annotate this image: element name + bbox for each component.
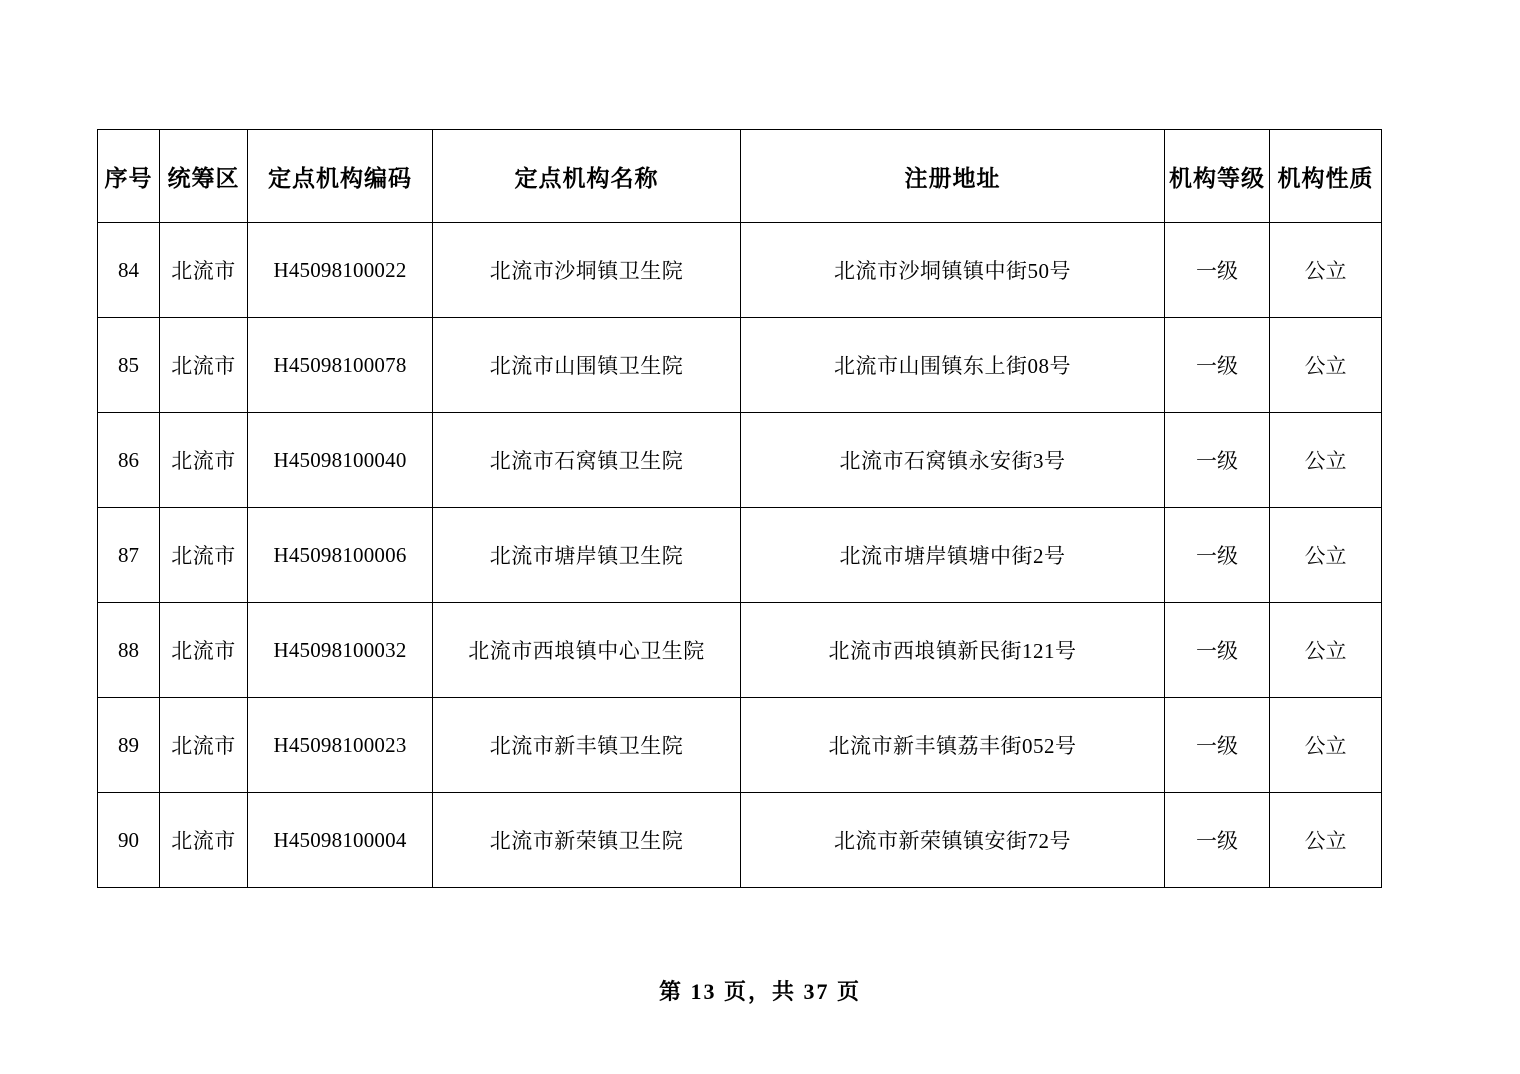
cell-level: 一级	[1165, 223, 1270, 318]
cell-seq: 85	[98, 318, 160, 413]
cell-code: H45098100032	[248, 603, 433, 698]
cell-type: 公立	[1270, 698, 1382, 793]
cell-address: 北流市新丰镇荔丰街052号	[741, 698, 1165, 793]
cell-level: 一级	[1165, 318, 1270, 413]
column-header-code: 定点机构编码	[248, 130, 433, 223]
cell-seq: 90	[98, 793, 160, 888]
cell-level: 一级	[1165, 698, 1270, 793]
cell-name: 北流市新荣镇卫生院	[433, 793, 741, 888]
cell-seq: 84	[98, 223, 160, 318]
cell-seq: 87	[98, 508, 160, 603]
cell-type: 公立	[1270, 508, 1382, 603]
cell-code: H45098100078	[248, 318, 433, 413]
cell-address: 北流市新荣镇镇安街72号	[741, 793, 1165, 888]
cell-code: H45098100023	[248, 698, 433, 793]
cell-area: 北流市	[160, 318, 248, 413]
designated-institutions-table	[97, 129, 1382, 888]
table-body	[98, 223, 1382, 888]
cell-level: 一级	[1165, 793, 1270, 888]
cell-area: 北流市	[160, 698, 248, 793]
cell-area: 北流市	[160, 603, 248, 698]
table-row	[98, 603, 1382, 698]
table-row	[98, 698, 1382, 793]
cell-area: 北流市	[160, 793, 248, 888]
table-header-row	[98, 130, 1382, 223]
cell-address: 北流市西埌镇新民街121号	[741, 603, 1165, 698]
cell-seq: 89	[98, 698, 160, 793]
cell-type: 公立	[1270, 603, 1382, 698]
cell-level: 一级	[1165, 603, 1270, 698]
table-row	[98, 508, 1382, 603]
column-header-type: 机构性质	[1270, 130, 1382, 223]
cell-address: 北流市沙垌镇镇中街50号	[741, 223, 1165, 318]
cell-name: 北流市山围镇卫生院	[433, 318, 741, 413]
cell-seq: 88	[98, 603, 160, 698]
cell-code: H45098100022	[248, 223, 433, 318]
cell-name: 北流市石窝镇卫生院	[433, 413, 741, 508]
cell-seq: 86	[98, 413, 160, 508]
cell-type: 公立	[1270, 793, 1382, 888]
cell-area: 北流市	[160, 508, 248, 603]
cell-area: 北流市	[160, 413, 248, 508]
cell-area: 北流市	[160, 223, 248, 318]
cell-code: H45098100004	[248, 793, 433, 888]
cell-address: 北流市石窝镇永安街3号	[741, 413, 1165, 508]
table-row	[98, 318, 1382, 413]
cell-type: 公立	[1270, 413, 1382, 508]
column-header-name: 定点机构名称	[433, 130, 741, 223]
cell-level: 一级	[1165, 413, 1270, 508]
table-row	[98, 223, 1382, 318]
cell-name: 北流市沙垌镇卫生院	[433, 223, 741, 318]
cell-address: 北流市塘岸镇塘中街2号	[741, 508, 1165, 603]
table-header	[98, 130, 1382, 223]
cell-type: 公立	[1270, 223, 1382, 318]
table-row	[98, 413, 1382, 508]
cell-level: 一级	[1165, 508, 1270, 603]
cell-type: 公立	[1270, 318, 1382, 413]
cell-code: H45098100040	[248, 413, 433, 508]
cell-name: 北流市塘岸镇卫生院	[433, 508, 741, 603]
cell-name: 北流市新丰镇卫生院	[433, 698, 741, 793]
column-header-seq: 序号	[98, 130, 160, 223]
cell-name: 北流市西埌镇中心卫生院	[433, 603, 741, 698]
column-header-address: 注册地址	[741, 130, 1165, 223]
column-header-area: 统筹区	[160, 130, 248, 223]
table-row	[98, 793, 1382, 888]
page-footer: 第 13 页，共 37 页	[658, 979, 861, 1004]
cell-address: 北流市山围镇东上街08号	[741, 318, 1165, 413]
cell-code: H45098100006	[248, 508, 433, 603]
column-header-level: 机构等级	[1165, 130, 1270, 223]
